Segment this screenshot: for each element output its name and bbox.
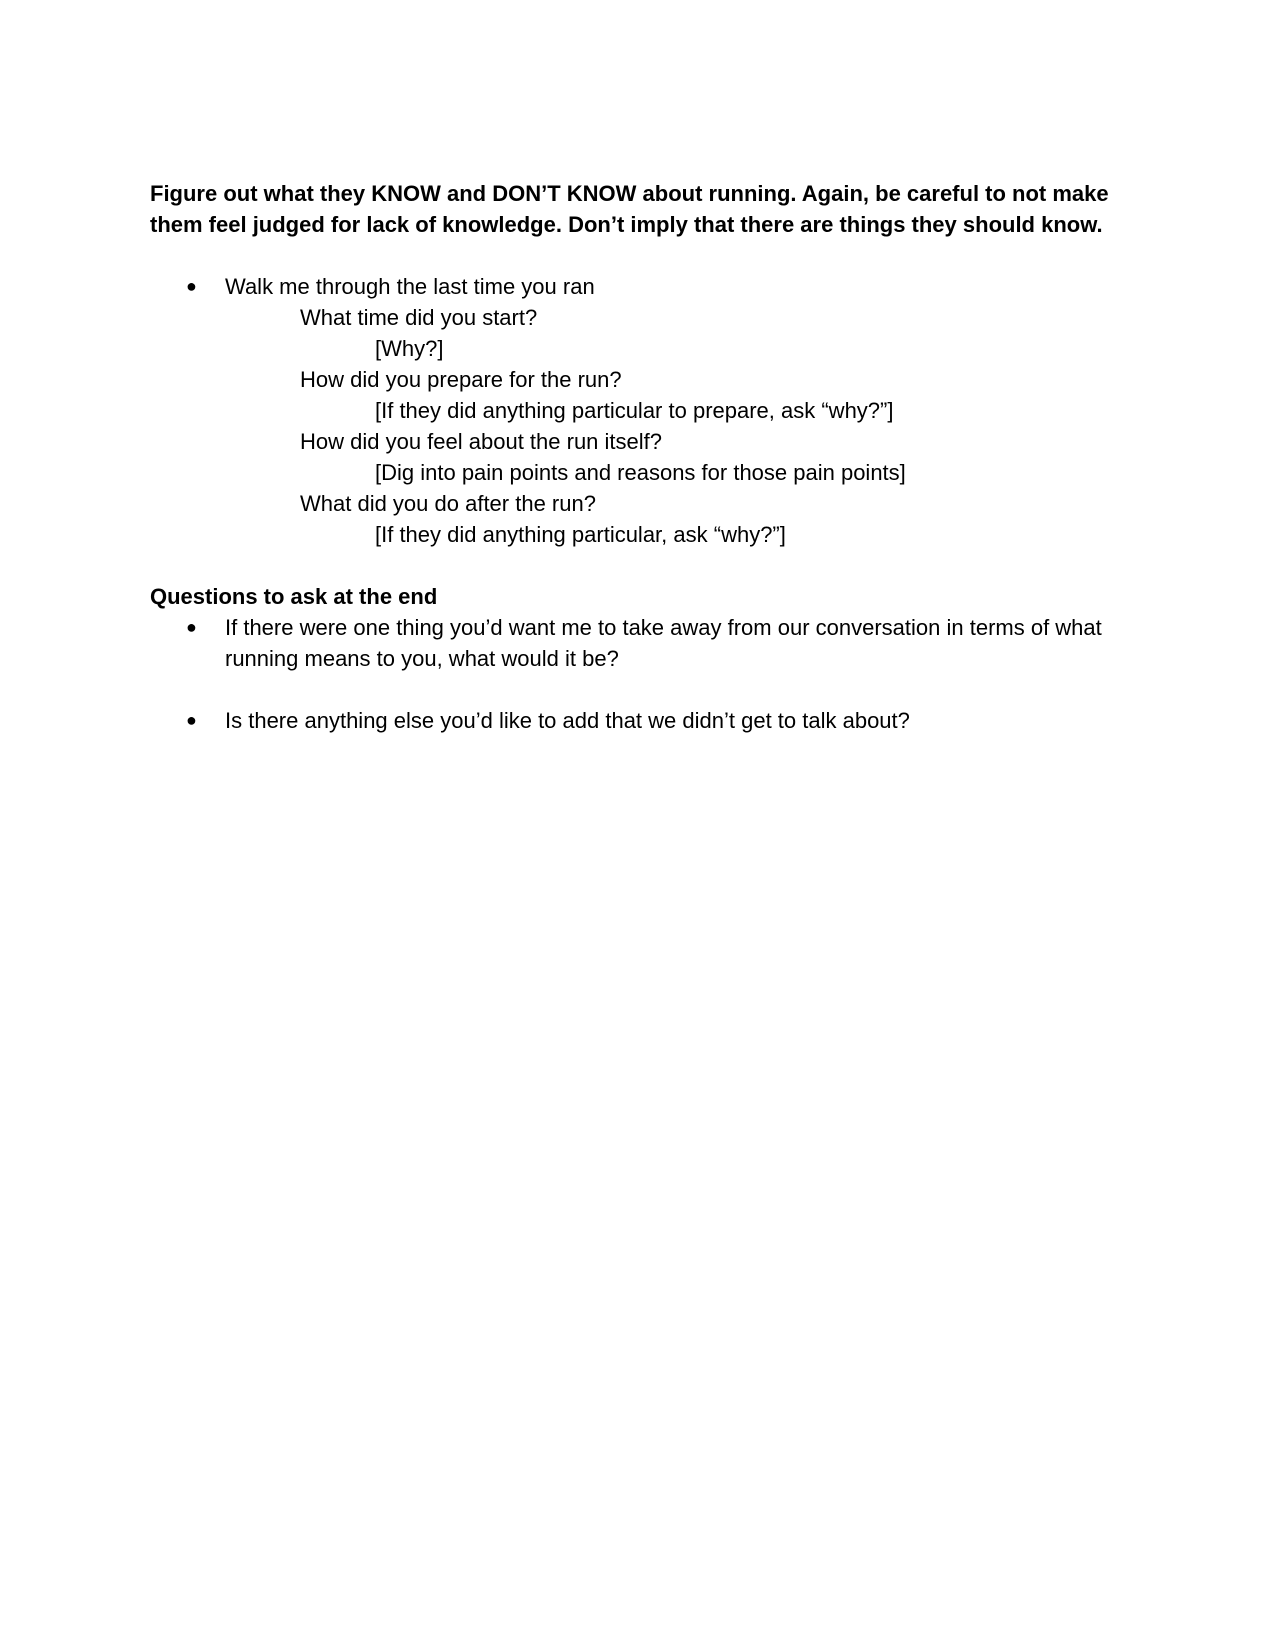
spacer (150, 550, 1110, 581)
note-feel: [Dig into pain points and reasons for those pain points] (375, 460, 906, 485)
note-start-time: [Why?] (375, 336, 444, 361)
walkthrough-bullet-text: Walk me through the last time you ran (225, 274, 595, 299)
end-bullet-anything-else-text: Is there anything else you’d like to add that we didn’t get to talk about? (225, 708, 910, 733)
note-prepare: [If they did anything particular to prepare, ask “why?”] (375, 398, 894, 423)
end-section-title: Questions to ask at the end (150, 584, 438, 609)
intro-paragraph: Figure out what they KNOW and DON’T KNOW about running. Again, be careful to not make them feel judged for lack of knowledge. Don’t imply that there are things they should know. (150, 181, 1109, 237)
end-bullet-takeaway-text: If there were one thing you’d want me to take away from our conversation in terms of what running means to you, what would it be? (225, 615, 1102, 671)
bullet-icon: ● (186, 276, 197, 296)
note-after: [If they did anything particular, ask “why?”] (375, 522, 786, 547)
end-bullet-anything-else (150, 705, 1110, 736)
question-prepare: How did you prepare for the run? (300, 367, 622, 392)
question-feel: How did you feel about the run itself? (300, 429, 663, 454)
question-after: What did you do after the run? (300, 491, 596, 516)
walkthrough-bullet (150, 271, 1110, 302)
end-bullet-takeaway (150, 612, 1110, 674)
document-page (150, 178, 1110, 736)
spacer (150, 240, 1110, 271)
bullet-icon: ● (186, 710, 197, 730)
spacer (150, 674, 1110, 705)
question-start-time: What time did you start? (300, 305, 538, 330)
bullet-icon: ● (186, 617, 197, 637)
